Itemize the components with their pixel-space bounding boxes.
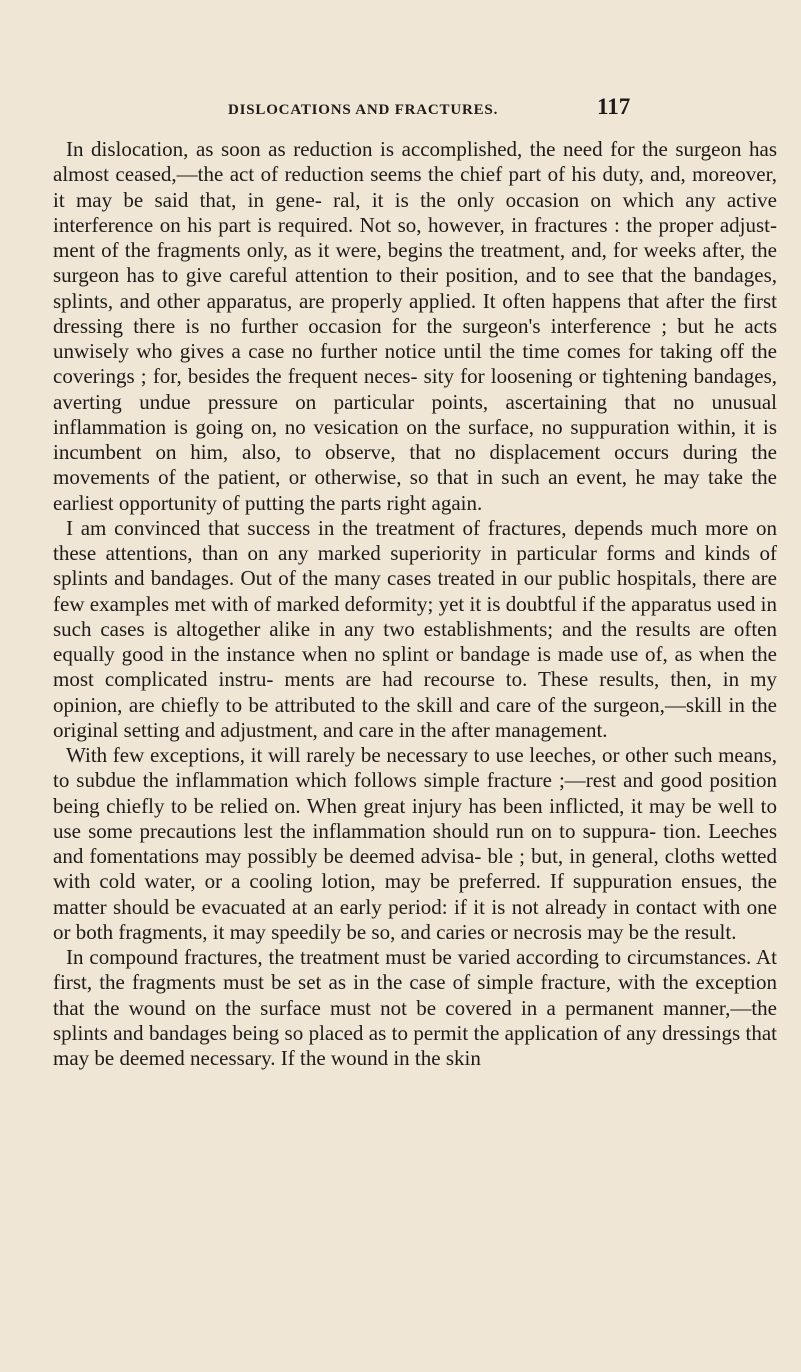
paragraph-2: I am convinced that success in the treatment of fractures, depends much more on these attentions, than on any marked superiority in particular forms and kinds of splints and bandages. Out of the many cases treated in our public hospitals, there are few examples met with of marked deformity; yet it is doubtful if the apparatus used in such cases is altogether alike in any two establishments; and the results are often equally good in the instance when no splint or bandage is made use of, as when the most complicated instru- ments are had recourse to. These results, then, in my opinion, are chiefly to be attributed to the skill and care of the surgeon,—skill in the original setting and adjustment, and care in the after management. [53,515,777,742]
paragraph-4: In compound fractures, the treatment must be varied according to circumstances. At first, the fragments must be set as in the case of simple fracture, with the exception that the wound on the surface must not be covered in a permanent manner,—the splints and bandages being so placed as to permit the application of any dressings that may be deemed necessary. If the wound in the skin [53,945,777,1070]
running-title: DISLOCATIONS AND FRACTURES. [228,102,499,118]
body-text [53,137,777,1071]
paragraph-3: With few exceptions, it will rarely be necessary to use leeches, or other such means, to subdue the inflammation which follows simple fracture ;—rest and good position being chiefly to be relied on. When great injury has been inflicted, it may be well to use some precautions lest the inflammation should run on to suppura- tion. Leeches and fomentations may possibly be deemed advisa- ble ; but, in general, cloths wetted with cold water, or a cooling lotion, may be preferred. If suppuration ensues, the matter should be evacuated at an early period: if it is not already in contact with one or both fragments, it may speedily be so, and caries or necrosis may be the result. [53,743,777,944]
paragraph-1: In dislocation, as soon as reduction is accomplished, the need for the surgeon has almost ceased,—the act of reduction seems the chief part of his duty, and, moreover, it may be said that, in gene- ral, it is the only occasion on which any active interference on his part is required. Not so, however, in fractures : the proper adjust- ment of the fragments only, as it were, begins the treatment, and, for weeks after, the surgeon has to give careful attention to their position, and to see that the bandages, splints, and other apparatus, are properly applied. It often happens that after the first dressing there is no further occasion for the surgeon's interference ; but he acts unwisely who gives a case no further notice until the time comes for taking off the coverings ; for, besides the frequent neces- sity for loosening or tightening bandages, averting undue pressure on particular points, ascertaining that no unusual inflammation is going on, no vesication on the surface, no suppuration within, it is incumbent on him, also, to observe, that no displacement occurs during the movements of the patient, or otherwise, so that in such an event, he may take the earliest opportunity of putting the parts right again. [53,137,777,515]
page-number: 117 [597,94,631,119]
running-head [0,92,801,122]
